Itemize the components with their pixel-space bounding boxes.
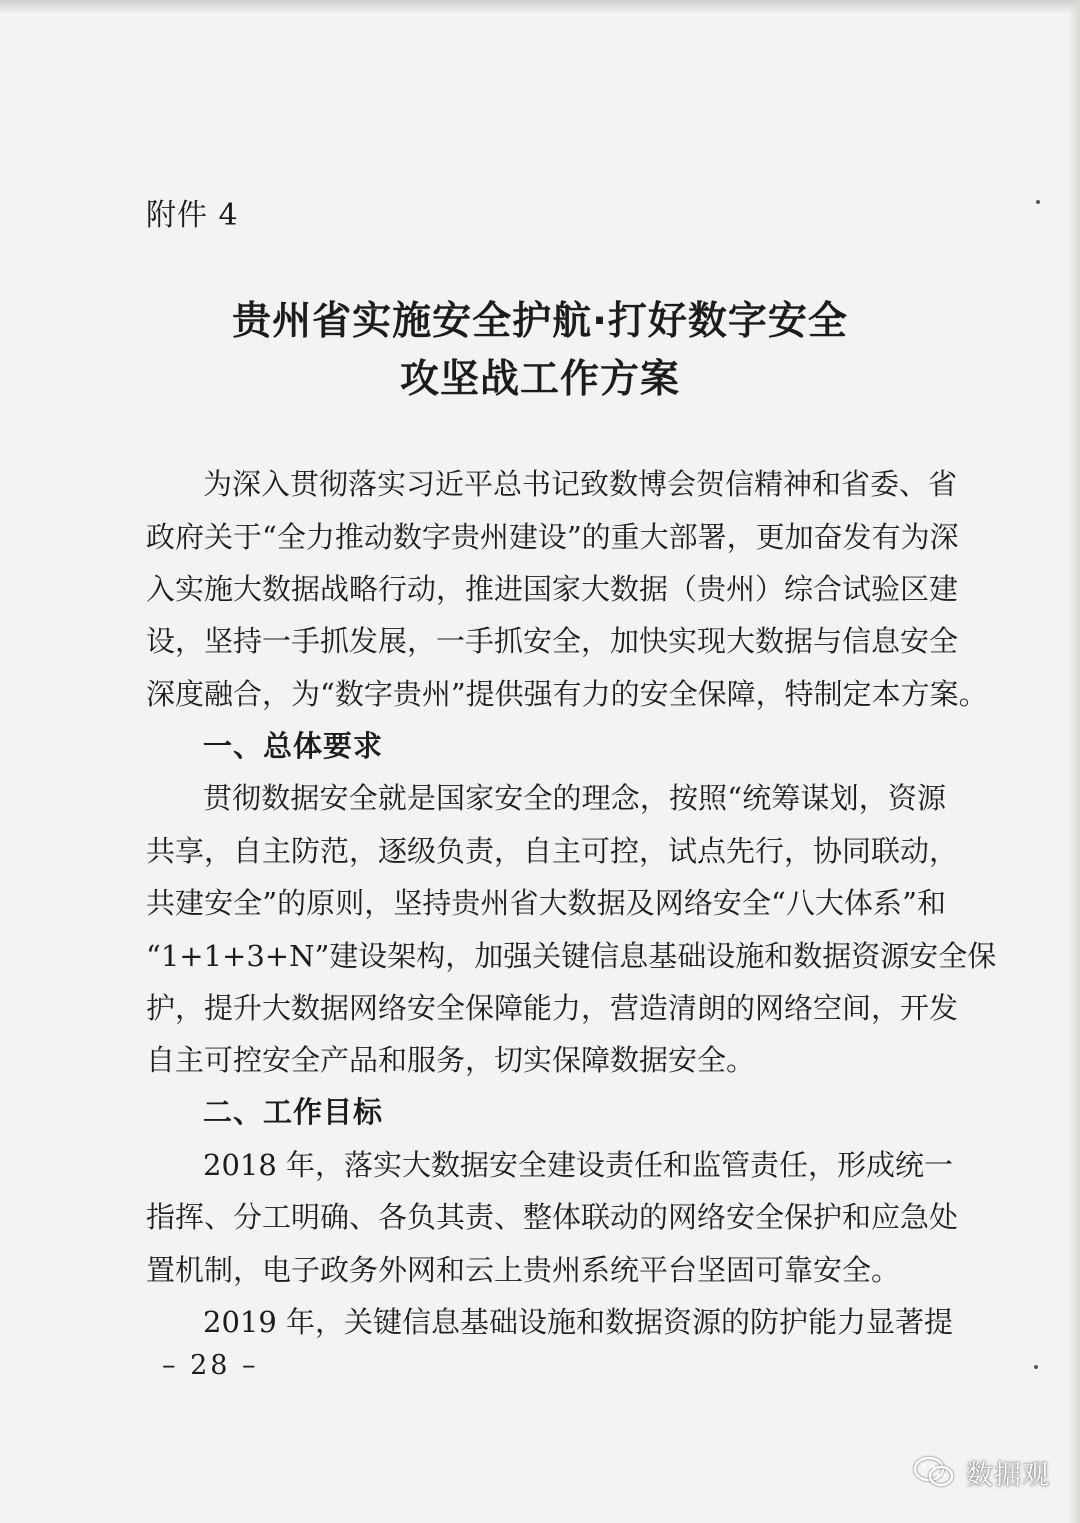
- intro-line: 为深入贯彻落实习近平总书记致数博会贺信精神和省委、省: [203, 467, 958, 501]
- page-number: – 28 –: [162, 1350, 259, 1381]
- section1-line: 共享，自主防范，逐级负责，自主可控，试点先行，协同联动，: [146, 834, 959, 868]
- watermark: [912, 1452, 1050, 1492]
- scan-speck: [1034, 1365, 1038, 1369]
- scan-edge-shadow: [0, 0, 1080, 14]
- section-heading-general-requirements: 一、总体要求: [203, 729, 384, 763]
- section1-line: 护，提升大数据网络安全保障能力，营造清朗的网络空间，开发: [146, 991, 959, 1025]
- goal-2018-line: 指挥、分工明确、各负其责、整体联动的网络安全保护和应急处: [146, 1200, 959, 1234]
- intro-line: 入实施大数据战略行动，推进国家大数据（贵州）综合试验区建: [146, 572, 959, 606]
- intro-line: 政府关于“全力推动数字贵州建设”的重大部署，更加奋发有为深: [146, 520, 959, 554]
- section1-line: “1+1+3+N”建设架构，加强关键信息基础设施和数据资源安全保: [146, 939, 997, 973]
- intro-line: 设，坚持一手抓发展，一手抓安全，加快实现大数据与信息安全: [146, 624, 959, 658]
- section1-line: 贯彻数据安全就是国家安全的理念，按照“统筹谋划，资源: [203, 781, 946, 815]
- intro-line: 深度融合，为“数字贵州”提供强有力的安全保障，特制定本方案。: [146, 677, 988, 711]
- goal-2018-line: 2018 年，落实大数据安全建设责任和监管责任，形成统一: [203, 1148, 954, 1182]
- section-heading-work-goals: 二、工作目标: [203, 1095, 384, 1129]
- section1-line: 自主可控安全产品和服务，切实保障数据安全。: [146, 1043, 756, 1077]
- section1-line: 共建安全”的原则，坚持贵州省大数据及网络安全“八大体系”和: [146, 886, 946, 920]
- scan-edge-shadow-right: [1068, 0, 1080, 1523]
- document-title-line-2: 攻坚战工作方案: [399, 357, 680, 402]
- scan-speck: [1036, 200, 1040, 204]
- goal-2019-line: 2019 年，关键信息基础设施和数据资源的防护能力显著提: [203, 1305, 954, 1339]
- wechat-icon: [912, 1454, 956, 1490]
- attachment-label: 附件 4: [146, 198, 239, 233]
- goal-2018-line: 置机制，电子政务外网和云上贵州系统平台坚固可靠安全。: [146, 1253, 901, 1287]
- watermark-text: 数据观: [966, 1459, 1050, 1491]
- document-title-line-1: 贵州省实施安全护航·打好数字安全: [232, 299, 848, 344]
